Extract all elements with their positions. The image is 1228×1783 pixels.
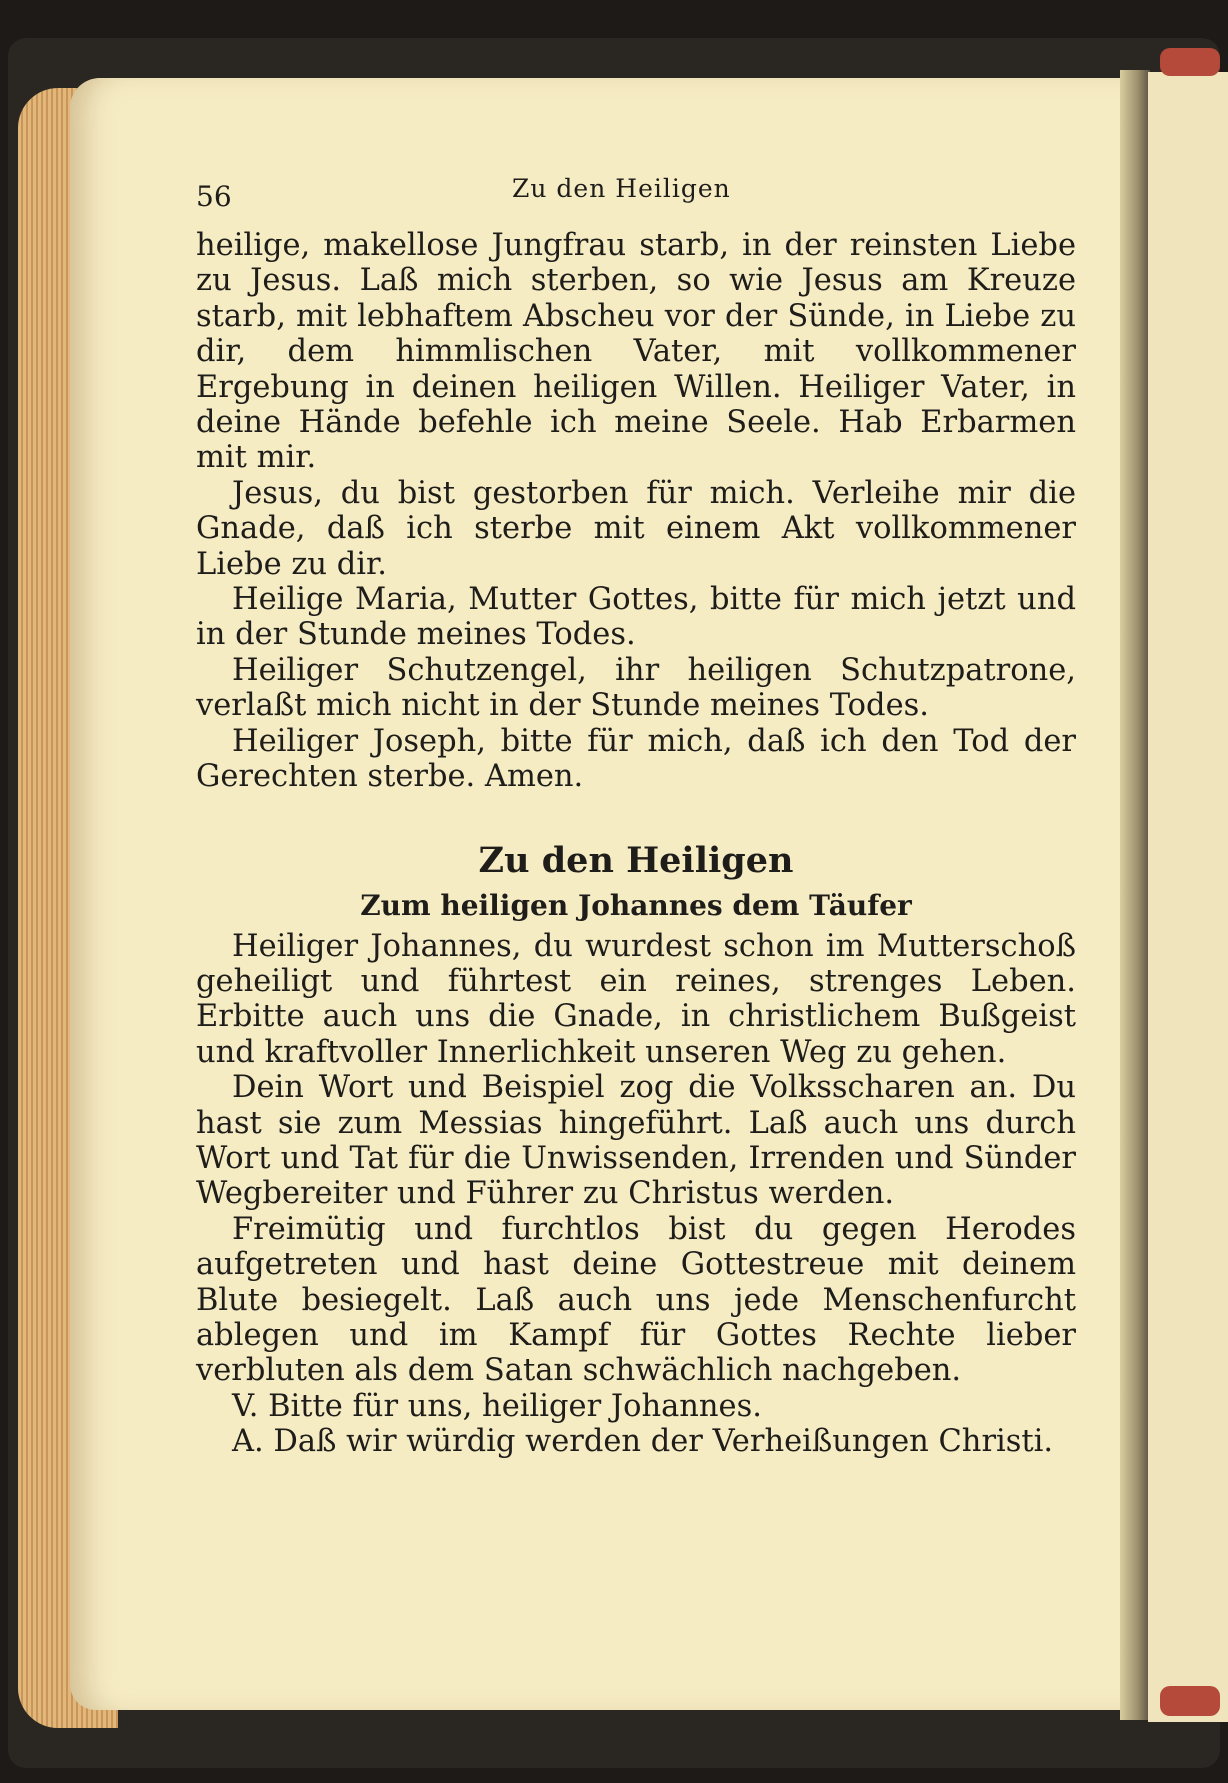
section-paragraph: Freimütig und furchtlos bist du gegen Herodes aufgetreten und hast deine Gottestreue mit deinem Blute besiegelt. Laß auch uns jede Menschenfurcht ablegen und im Kampf für Gottes Rechte lieber verbluten als dem Satan schwächlich nachgeben. [196, 1211, 1076, 1389]
page-number: 56 [196, 180, 232, 213]
section-subtitle: Zum heiligen Johannes dem Täufer [360, 888, 912, 922]
running-head: Zu den Heiligen [512, 174, 731, 203]
versicle: V. Bitte für uns, heiliger Johannes. [232, 1388, 762, 1424]
prayer-paragraph: Jesus, du bist gestorben für mich. Verleihe mir die Gnade, daß ich sterbe mit einem Akt vollkommener Liebe zu dir. [196, 475, 1076, 582]
response: A. Daß wir würdig werden der Verheißungen Christi. [232, 1424, 1054, 1460]
section-title: Zu den Heiligen [478, 839, 794, 881]
section-paragraph: Heiliger Johannes, du wurdest schon im Mutterschoß geheiligt und führtest ein reines, strenges Leben. Erbitte auch uns die Gnade, in christlichem Bußgeist und kraftvoller Innerlichkeit unseren Weg zu gehen. [196, 928, 1076, 1070]
prayer-paragraph: Heiliger Schutzengel, ihr heiligen Schutzpatrone, verlaßt mich nicht in der Stunde meines Todes. [196, 652, 1076, 724]
prayer-paragraph: Heiliger Joseph, bitte für mich, daß ich den Tod der Gerechten sterbe. Amen. [196, 723, 1076, 795]
facing-page [1148, 72, 1228, 1722]
section-paragraph: Dein Wort und Beispiel zog die Volksscharen an. Du hast sie zum Messias hingeführt. Laß auch uns durch Wort und Tat für die Unwissenden, Irrenden und Sünder Wegbereiter und Führer zu Christus werden. [196, 1070, 1076, 1212]
prayer-paragraph: Heilige Maria, Mutter Gottes, bitte für mich jetzt und in der Stunde meines Todes. [196, 582, 1076, 653]
page-header [196, 168, 1076, 228]
page-content [196, 168, 1076, 1460]
book-gutter [1120, 70, 1150, 1720]
ribbon-marker-bottom [1160, 1686, 1220, 1716]
ribbon-marker-top [1160, 48, 1220, 76]
prayer-paragraph: heilige, makellose Jungfrau starb, in der reinsten Liebe zu Jesus. Laß mich sterben, so wie Jesus am Kreuze starb, mit lebhaftem Abscheu vor der Sünde, in Liebe zu dir, dem himmlischen Vater, mit vollkommener Ergebung in deinen heiligen Willen. Heiliger Vater, in deine Hände befehle ich meine Seele. Hab Erbarmen mit mir. [196, 228, 1076, 476]
